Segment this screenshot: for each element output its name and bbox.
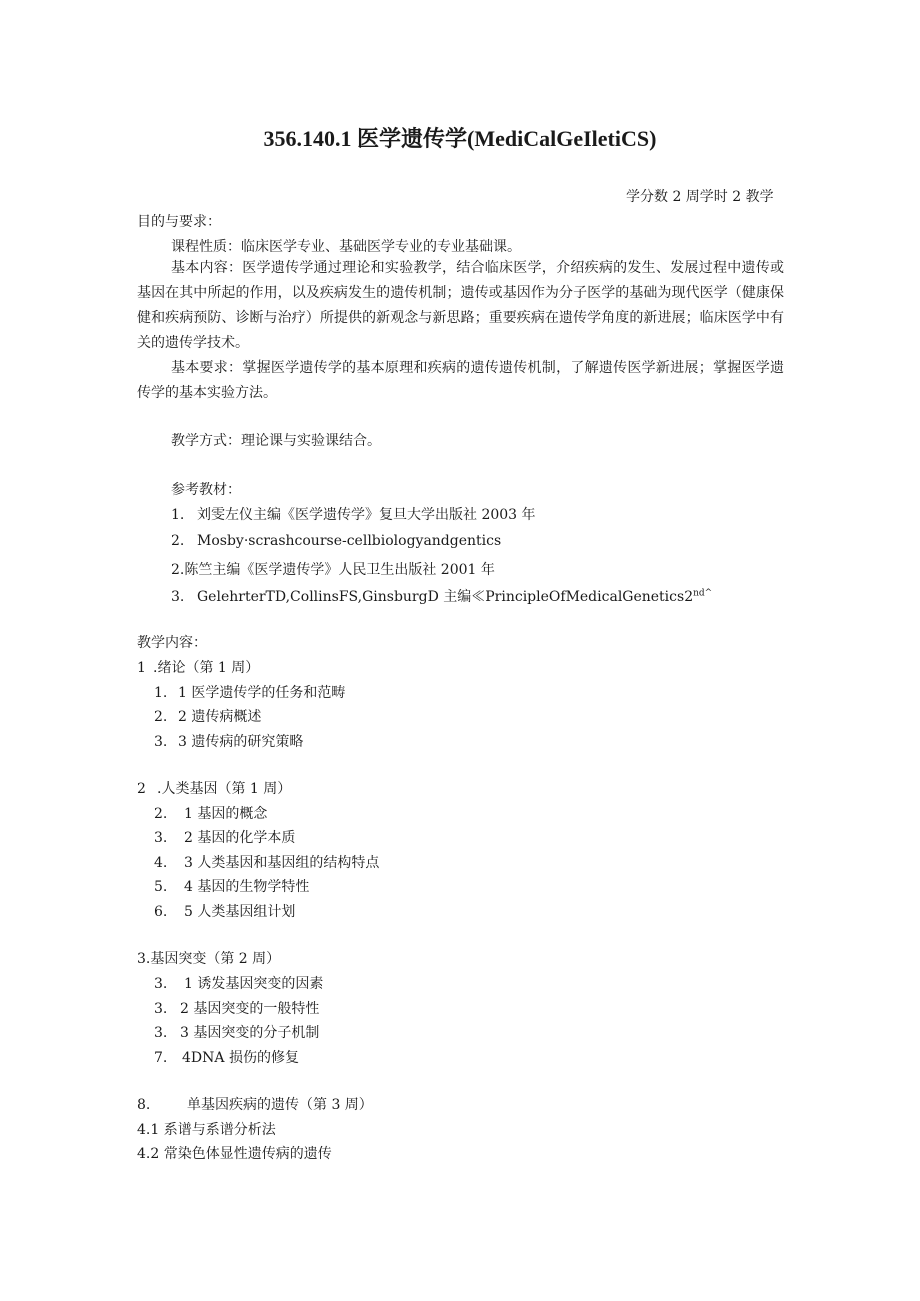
item-text: 1 医学遗传学的任务和范畴: [178, 685, 346, 701]
basic-content-paragraph: 基本内容：医学遗传学通过理论和实验教学，结合临床医学，介绍疾病的发生、发展过程中遗传或基因在其中所起的作用，以及疾病发生的遗传机制；遗传或基因作为分子医学的基础为现代医学（健康保健和疾病预防、诊断与治疗）所提供的新观念与新思路；重要疾病在遗传学角度的新进展；临床医学中有关的遗传学技术。: [137, 260, 784, 351]
section-item: [154, 903, 295, 921]
item-text: 1 诱发基因突变的因素: [184, 976, 324, 992]
reference-item: [171, 588, 712, 606]
section-item: [154, 829, 295, 847]
item-number: 1.: [154, 685, 168, 701]
basic-requirements-paragraph: 基本要求：掌握医学遗传学的基本原理和疾病的遗传遗传机制，了解遗传医学新进展；掌握医学遗传学的基本实验方法。: [137, 360, 784, 401]
purpose-heading: 目的与要求：: [137, 214, 221, 230]
section-item: [137, 1145, 332, 1163]
item-number: 7.: [154, 1050, 168, 1066]
item-text: 4DNA 损伤的修复: [182, 1050, 299, 1066]
item-text: 5 人类基因组计划: [184, 904, 296, 920]
section-item: [154, 1049, 299, 1067]
section-item: [154, 684, 345, 702]
section-number: 1: [137, 660, 146, 676]
section-title: .人类基因（第 1 周）: [157, 781, 292, 797]
item-text: 4.2 常染色体显性遗传病的遗传: [137, 1146, 332, 1162]
section-title: 3.基因突变（第 2 周）: [137, 951, 281, 967]
section-item: [154, 854, 379, 872]
section-title: 单基因疾病的遗传（第 3 周）: [187, 1097, 373, 1113]
reference-number: 1.: [171, 507, 185, 523]
credits-line: 学分数 2 周学时 2 教学: [626, 189, 774, 205]
item-text: 4 基因的生物学特性: [184, 879, 310, 895]
reference-text: 2.陈竺主编《医学遗传学》人民卫生出版社 2001 年: [171, 562, 495, 578]
item-text: 2 基因的化学本质: [184, 830, 296, 846]
section-item: [154, 975, 323, 993]
reference-text: 刘雯左仪主编《医学遗传学》复旦大学出版社 2003 年: [197, 507, 536, 523]
section-heading: [137, 950, 280, 968]
item-number: 4.: [154, 855, 168, 871]
item-text: 3 遗传病的研究策略: [178, 734, 304, 750]
reference-number: 3.: [171, 589, 185, 605]
item-text: 3 人类基因和基因组的结构特点: [184, 855, 380, 871]
section-item: [154, 708, 261, 726]
reference-text: Mosby·scrashcourse-cellbiologyandgentics: [197, 533, 502, 549]
section-title: .绪论（第 1 周）: [153, 660, 260, 676]
item-number: 3.: [154, 976, 168, 992]
item-text: 4.1 系谱与系谱分析法: [137, 1122, 276, 1138]
item-number: 3.: [154, 830, 168, 846]
item-number: 3.: [154, 734, 168, 750]
section-number: 8.: [137, 1097, 151, 1113]
teaching-method: 教学方式：理论课与实验课结合。: [171, 433, 381, 449]
item-number: 6.: [154, 904, 168, 920]
section-item: [154, 878, 309, 896]
section-heading: [137, 1096, 373, 1114]
section-item: [154, 805, 267, 823]
item-text: 1 基因的概念: [184, 806, 268, 822]
item-number: 2.: [154, 806, 168, 822]
section-heading: [137, 780, 291, 798]
section-item: [154, 1024, 319, 1042]
section-item: [154, 1000, 319, 1018]
section-item: [137, 1121, 276, 1139]
item-text: 2 基因突变的一般特性: [180, 1001, 320, 1017]
section-heading: [137, 659, 259, 677]
reference-superscript: nd^: [693, 588, 713, 599]
item-number: 3.: [154, 1001, 168, 1017]
reference-text: GelehrterTD,CollinsFS,GinsburgD 主编≪PrincipleOfMedicalGenetics2: [197, 589, 694, 605]
reference-number: 2.: [171, 533, 185, 549]
item-number: 3.: [154, 1025, 168, 1041]
course-nature: 课程性质：临床医学专业、基础医学专业的专业基础课。: [171, 239, 521, 255]
item-text: 3 基因突变的分子机制: [180, 1025, 320, 1041]
references-heading: 参考教材：: [171, 482, 241, 498]
section-item: [154, 733, 303, 751]
item-number: 5.: [154, 879, 168, 895]
item-number: 2.: [154, 709, 168, 725]
document-title: 356.140.1 医学遗传学(MediCalGeIletiCS): [263, 126, 657, 151]
content-heading: 教学内容：: [137, 635, 207, 651]
reference-item: [171, 532, 501, 550]
item-text: 2 遗传病概述: [178, 709, 262, 725]
reference-item: [171, 506, 536, 524]
section-number: 2: [137, 781, 146, 797]
reference-item: [171, 561, 495, 579]
